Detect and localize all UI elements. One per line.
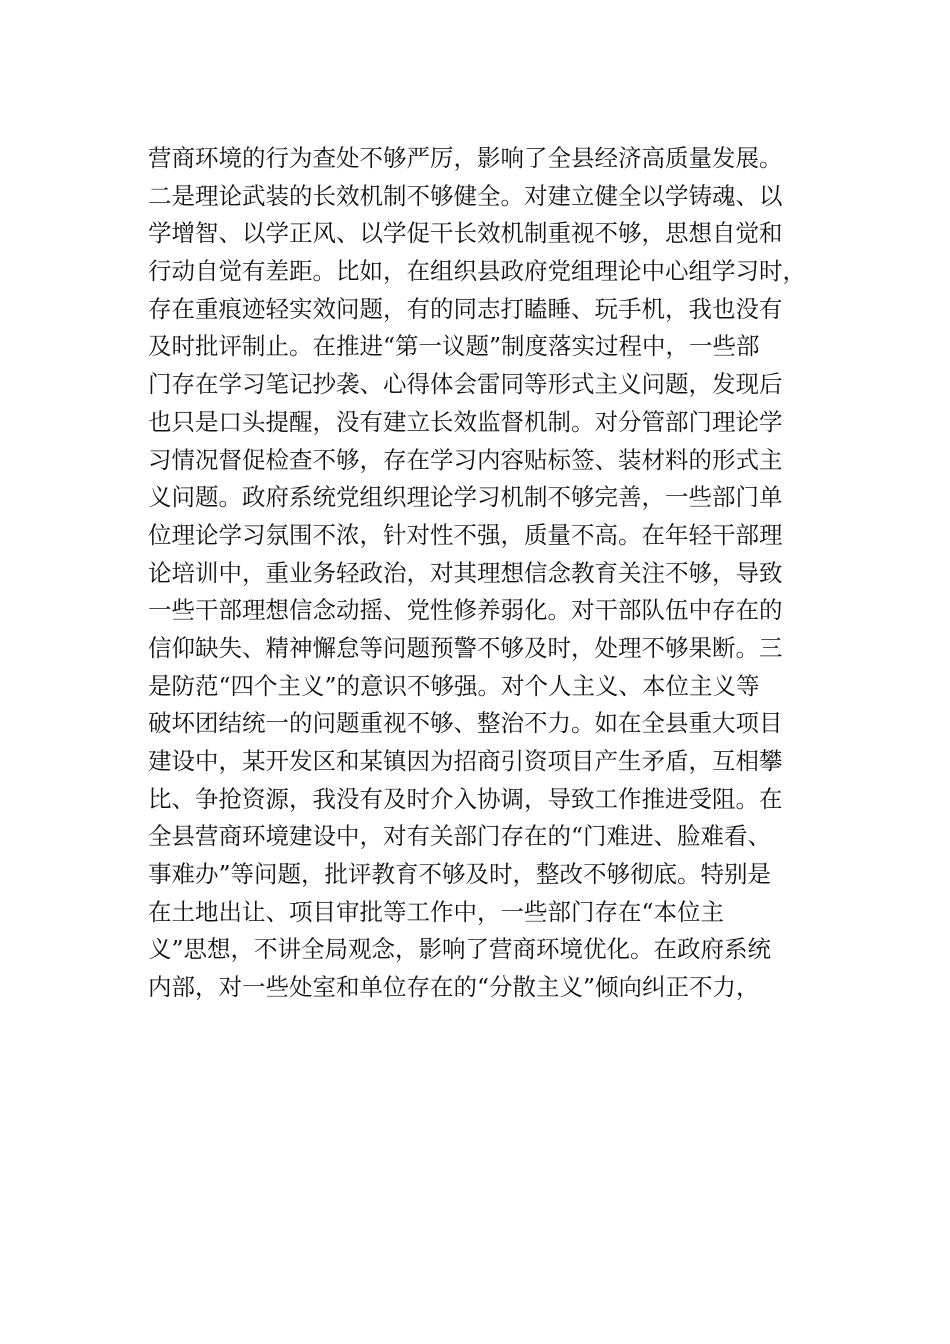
text-line-10: 义问题。政府系统党组织理论学习机制不够完善，一些部门单 xyxy=(148,483,783,512)
text-line-23: 内部，对一些处室和单位存在的“分散主义”倾向纠正不力， xyxy=(148,973,760,1002)
text-line-14: 信仰缺失、精神懈怠等问题预警不够及时，处理不够果断。三 xyxy=(148,633,783,662)
text-line-3: 学增智、以学正风、以学促干长效机制重视不够，思想自觉和 xyxy=(148,219,783,248)
text-line-20: 事难办”等问题，批评教育不够及时，整改不够彻底。特别是 xyxy=(148,860,772,889)
text-line-1: 营商环境的行为查处不够严厉，影响了全县经济高质量发展。 xyxy=(148,144,783,172)
text-line-12: 论培训中，重业务轻政治，对其理想信念教育关注不够，导致 xyxy=(148,558,783,587)
text-line-15: 是防范“四个主义”的意识不够强。对个人主义、本位主义等 xyxy=(148,671,760,700)
text-line-17: 建设中，某开发区和某镇因为招商引资项目产生矛盾，互相攀 xyxy=(148,747,783,775)
text-line-6: 及时批评制止。在推进“第一议题”制度落实过程中，一些部 xyxy=(148,332,760,361)
text-line-4: 行动自觉有差距。比如，在组织县政府党组理论中心组学习时， xyxy=(148,257,806,286)
text-line-2: 二是理论武装的长效机制不够健全。对建立健全以学铸魂、以 xyxy=(148,181,783,210)
text-line-11: 位理论学习氛围不浓，针对性不强，质量不高。在年轻干部理 xyxy=(148,520,783,549)
text-line-5: 存在重痕迹轻实效问题，有的同志打瞌睡、玩手机，我也没有 xyxy=(148,294,783,323)
text-line-9: 习情况督促检查不够，存在学习内容贴标签、装材料的形式主 xyxy=(148,445,783,474)
text-line-18: 比、争抢资源，我没有及时介入协调，导致工作推进受阻。在 xyxy=(148,784,783,813)
text-line-22: 义”思想，不讲全局观念，影响了营商环境优化。在政府系统 xyxy=(148,935,772,964)
text-line-13: 一些干部理想信念动摇、党性修养弱化。对干部队伍中存在的 xyxy=(148,596,783,625)
body-text xyxy=(148,140,828,1007)
text-line-8: 也只是口头提醒，没有建立长效监督机制。对分管部门理论学 xyxy=(148,407,783,436)
text-line-7: 门存在学习笔记抄袭、心得体会雷同等形式主义问题，发现后 xyxy=(148,370,783,399)
text-line-19: 全县营商环境建设中，对有关部门存在的“门难进、脸难看、 xyxy=(148,822,772,851)
text-line-21: 在土地出让、项目审批等工作中，一些部门存在“本位主 xyxy=(148,897,725,926)
text-line-16: 破坏团结统一的问题重视不够、整治不力。如在全县重大项目 xyxy=(148,709,783,738)
